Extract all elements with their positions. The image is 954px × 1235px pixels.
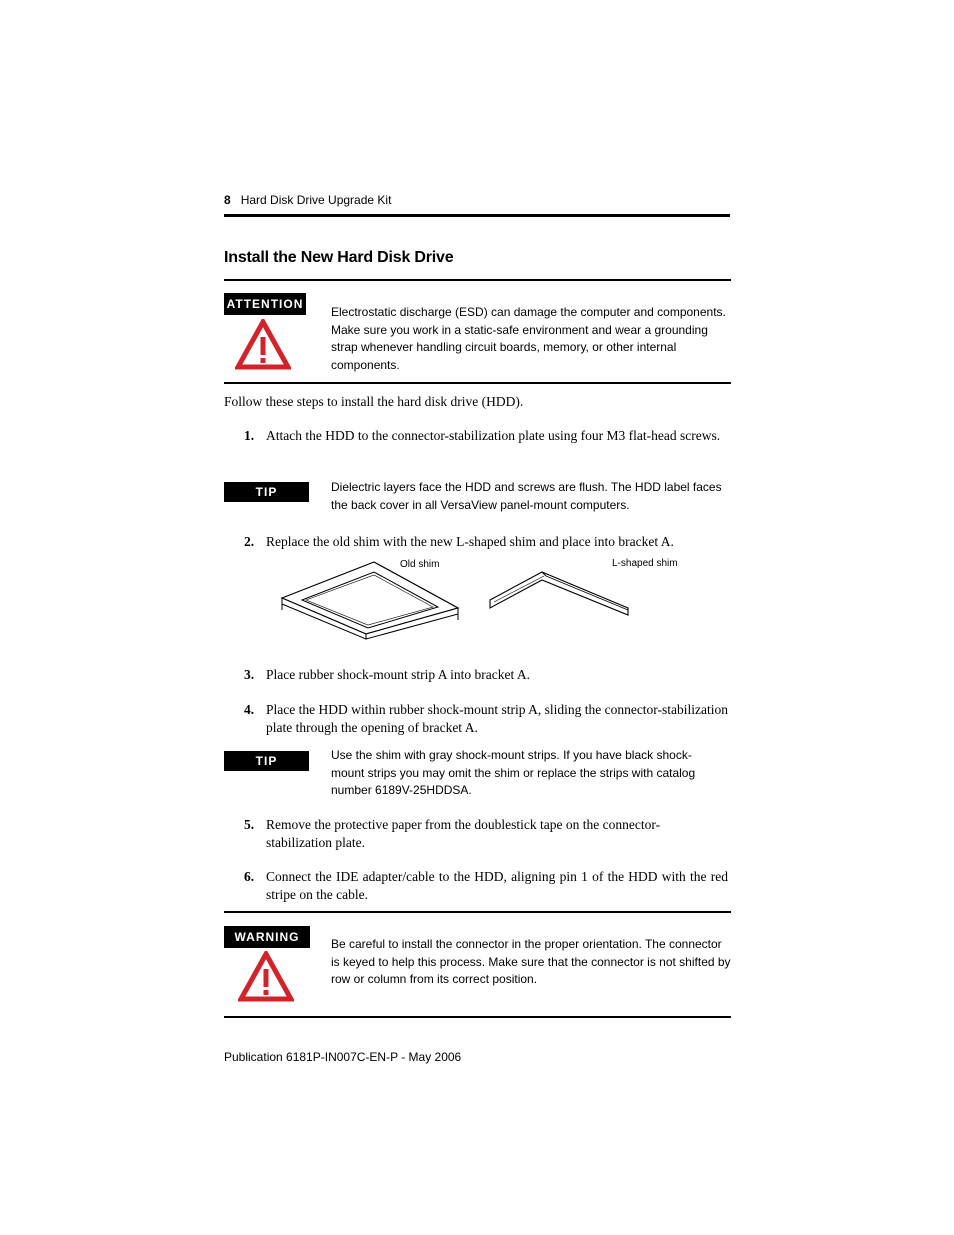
tip-text: Dielectric layers face the HDD and screws are flush. The HDD label faces the back cover in all VersaView panel-mount computers.: [331, 480, 722, 512]
step-text: Connect the IDE adapter/cable to the HDD, aligning pin 1 of the HDD with the red stripe on the cable.: [266, 869, 728, 902]
attention-text: Electrostatic discharge (ESD) can damage the computer and components. Make sure you work in a static-safe environment and wear a grounding strap whenever handling circuit boards, memory, or other internal components.: [331, 305, 726, 372]
header-rule: [224, 214, 730, 217]
warning-bottom-rule: [224, 1016, 731, 1018]
step-number: 3.: [244, 667, 255, 682]
step-text: Place rubber shock-mount strip A into bracket A.: [266, 667, 530, 682]
warning-triangle-icon: [235, 319, 291, 370]
step-number: 4.: [244, 702, 255, 717]
running-header: [224, 193, 391, 207]
warning-text: Be careful to install the connector in the proper orientation. The connector is keyed to help this process. Make sure that the connector is not shifted by row or column from its correct position.: [331, 937, 731, 986]
warning-badge: WARNING: [224, 926, 310, 948]
l-shaped-shim-label: L-shaped shim: [612, 558, 678, 569]
tip-text: Use the shim with gray shock-mount strips. If you have black shock-mount strips you may omit the shim or replace the strips with catalog number 6189V-25HDDSA.: [331, 748, 696, 797]
old-shim-illustration: [276, 558, 466, 640]
tip-badge: TIP: [224, 751, 309, 771]
publication-footer: Publication 6181P-IN007C-EN-P - May 2006: [224, 1050, 462, 1064]
intro-text: Follow these steps to install the hard disk drive (HDD).: [224, 394, 524, 409]
warning-triangle-icon: [238, 951, 294, 1002]
tip-badge: TIP: [224, 482, 309, 502]
step-text: Replace the old shim with the new L-shaped shim and place into bracket A.: [266, 534, 674, 549]
page-number: 8: [224, 193, 231, 207]
step-number: 1.: [244, 428, 255, 443]
step-text: Place the HDD within rubber shock-mount strip A, sliding the connector-stabilization plate through the opening of bracket A.: [266, 702, 729, 735]
attention-top-rule: [224, 279, 731, 281]
step-text: Remove the protective paper from the doublestick tape on the connector-stabilization plate.: [266, 817, 661, 850]
warning-top-rule: [224, 911, 731, 913]
old-shim-label: Old shim: [400, 559, 440, 570]
attention-badge: ATTENTION: [224, 293, 306, 315]
step-text: Attach the HDD to the connector-stabilization plate using four M3 flat-head screws.: [266, 428, 721, 443]
header-title: Hard Disk Drive Upgrade Kit: [240, 193, 392, 207]
step-number: 6.: [244, 869, 255, 884]
step-number: 2.: [244, 534, 255, 549]
step-number: 5.: [244, 817, 255, 832]
l-shaped-shim-illustration: [486, 568, 632, 620]
attention-bottom-rule: [224, 382, 731, 384]
section-title: Install the New Hard Disk Drive: [224, 249, 454, 266]
